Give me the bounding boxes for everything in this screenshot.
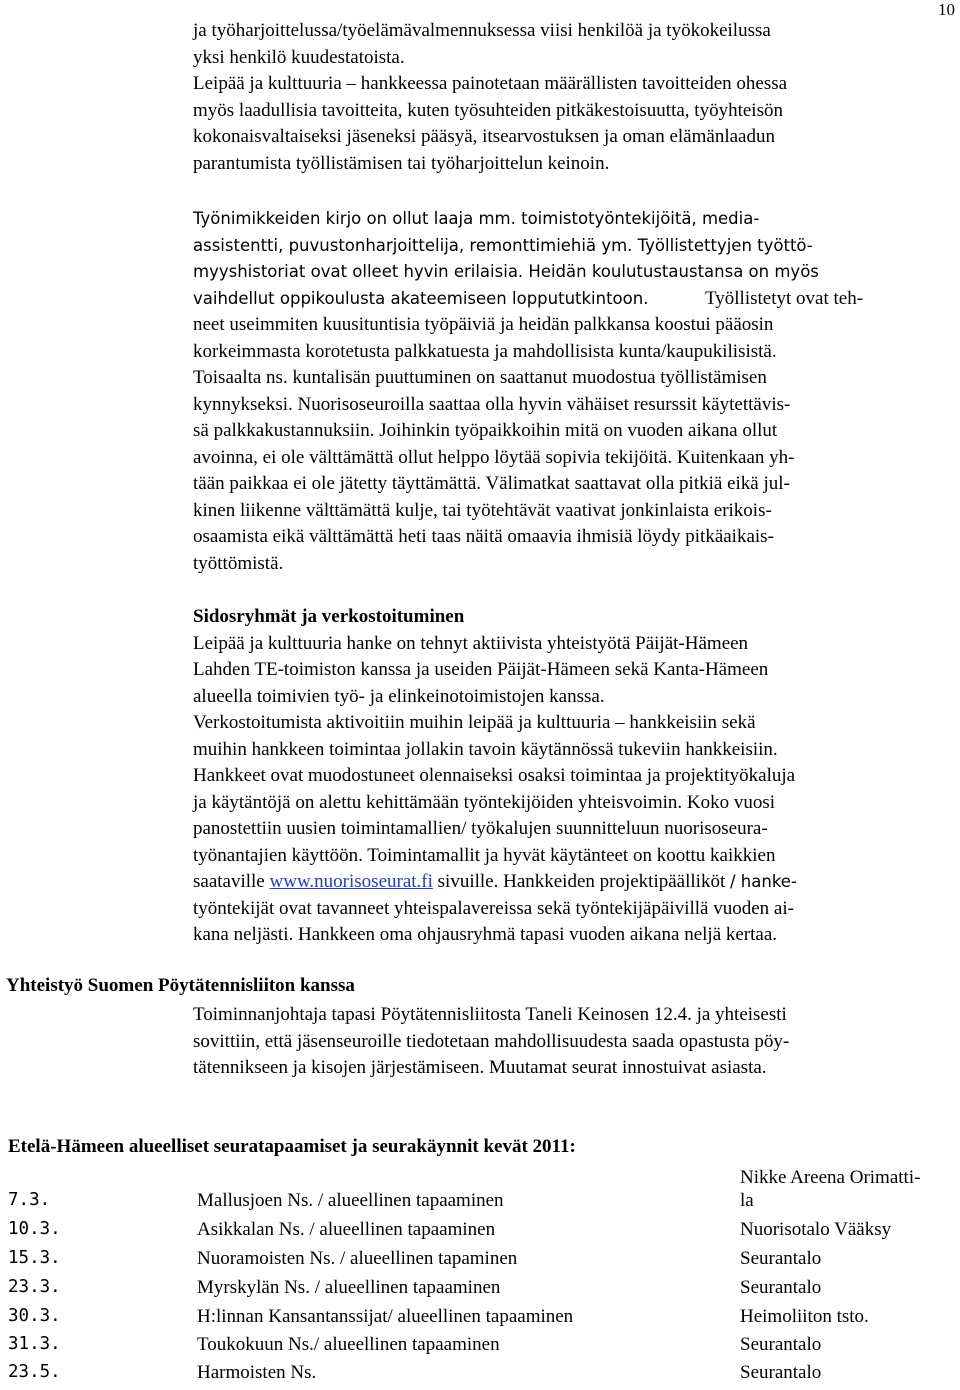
text-line: kokonaisvaltaiseksi jäseneksi pääsyä, itsearvostuksen ja oman elämänlaadun [193,126,775,147]
schedule-date: 30.3. [8,1306,61,1326]
nuorisoseurat-link[interactable]: www.nuorisoseurat.fi [269,871,433,892]
table-row [0,1306,960,1334]
table-tennis-paragraph [193,1002,928,1082]
text-line: avoinna, ei ole välttämättä ollut helppo löytää sopivia tekijöitä. Kuitenkaan yh- [193,446,795,468]
text-line: Leipää ja kulttuuria – hankkeessa painotetaan määrällisten tavoitteiden ohessa [193,73,788,94]
schedule-place: Heimoliiton tsto. [740,1306,869,1327]
schedule-place: Seurantalo [740,1334,822,1355]
schedule-event: Mallusjoen Ns. / alueellinen tapaaminen [197,1190,504,1211]
text-line: kynnykseksi. Nuorisoseuroilla saattaa olla hyvin vähäiset resurssit käytettävis- [193,393,791,415]
table-tennis-heading: Yhteistyö Suomen Pöytätennisliiton kanssa [6,975,355,996]
text-line: assistentti, puvustonharjoittelija, remonttimiehiä ym. Työllistettyjen työttö- [193,235,813,255]
link-suffix-sans: / hanke- [729,872,797,891]
text-line: vaihdellut oppikoulusta akateemiseen loppututkintoon. [193,288,649,308]
schedule-place: Seurantalo [740,1362,822,1383]
schedule-date: 31.3. [8,1334,61,1354]
text-line: tätennikseen ja kisojen järjestämiseen. Muutamat seurat innostuivat asiasta. [193,1057,767,1078]
text-line: Leipää ja kulttuuria hanke on tehnyt aktiivista yhteistyötä Päijät-Hämeen [193,632,749,654]
text-line: tään paikkaa ei ole jätetty täyttämättä. Välimatkat saattavat olla pitkiä eikä jul- [193,473,790,494]
text-line: Toiminnanjohtaja tapasi Pöytätennisliitosta Taneli Keinosen 12.4. ja yhteisesti [193,1004,787,1025]
table-row [0,1334,960,1362]
text-line: sä palkkakustannuksiin. Joihinkin työpaikkoihin mitä on vuoden aikana ollut [193,420,778,441]
schedule-event: Myrskylän Ns. / alueellinen tapaaminen [197,1277,501,1298]
employment-paragraph [193,312,928,577]
section-heading: Sidosryhmät ja verkostoituminen [193,606,465,627]
text-line: myös laadullisia tavoitteita, kuten työsuhteiden pitkäkestoisuutta, työyhteisön [193,99,783,121]
text-line: osaamista eikä välttämättä heti taas näitä omaavia ihmisiä löydy pitkäaikais- [193,526,774,547]
text-line: Lahden TE-toimiston kanssa ja useiden Päijät-Hämeen sekä Kanta-Hämeen [193,659,769,680]
text-line: työttömistä. [193,552,284,574]
schedule-date: 15.3. [8,1248,61,1268]
schedule-event: Asikkalan Ns. / alueellinen tapaaminen [197,1219,496,1240]
page-number: 10 [938,0,955,19]
table-row [0,1219,960,1247]
text-line: yksi henkilö kuudestatoista. [193,46,405,68]
text-line: työnantajien käyttöön. Toimintamallit ja hyvät käytänteet on koottu kaikkien [193,844,776,866]
table-row [0,1248,960,1276]
text-line: panostettiin uusien toimintamallien/ työkalujen suunnitteluun nuorisoseura- [193,818,768,839]
text-line: korkeimmasta korotetusta palkkatuesta ja mahdollisista kunta/kaupukilisistä. [193,340,777,362]
table-row [0,1277,960,1305]
intro-paragraph [193,18,928,177]
text-line: kana neljästi. Hankkeen oma ohjausryhmä tapasi vuoden aikana neljä kertaa. [193,924,778,945]
text-line: Työnimikkeiden kirjo on ollut laaja mm. toimistotyöntekijöitä, media- [193,209,760,228]
schedule-place: la [740,1190,754,1211]
link-suffix: sivuille. Hankkeiden projektipäälliköt [432,871,730,892]
job-titles-tail: Työllistetyt ovat teh- [705,288,864,309]
schedule-date: 23.5. [8,1362,61,1382]
table-row [0,1190,960,1218]
text-line: Verkostoitumista aktivoitiin muihin leipää ja kulttuuria – hankkeisiin sekä [193,712,756,733]
schedule-event: H:linnan Kansantanssijat/ alueellinen tapaaminen [197,1306,574,1327]
text-line: ja työharjoittelussa/työelämävalmennuksessa viisi henkilöä ja työkokeilussa [193,20,771,41]
text-line: Hankkeet ovat muodostuneet olennaiseksi osaksi toimintaa ja projektityökaluja [193,765,796,786]
text-line: ja käytäntöjä on alettu kehittämään työntekijöiden yhteisvoimin. Koko vuosi [193,791,776,813]
text-line: kinen liikenne välttämättä kulje, tai työtehtävät vaativat jonkinlaista erikois- [193,499,772,521]
schedule-table [0,1163,960,1383]
text-line: työntekijät ovat tavanneet yhteispalavereissa sekä työntekijäpäivillä vuoden ai- [193,897,794,919]
schedule-heading: Etelä-Hämeen alueelliset seuratapaamiset ja seurakäynnit kevät 2011: [8,1136,576,1157]
text-line: parantumista työllistämisen tai työharjoittelun keinoin. [193,152,610,174]
text-line: muihin hankkeen toimintaa jollakin tavoin käytännössä tukeviin hankkeisiin. [193,738,778,760]
schedule-event: Nuoramoisten Ns. / alueellinen tapaminen [197,1248,518,1269]
schedule-place: Seurantalo [740,1277,822,1298]
text-line: alueella toimivien työ- ja elinkeinotoimistojen kanssa. [193,685,605,707]
table-row [0,1362,960,1390]
schedule-date: 10.3. [8,1219,61,1239]
schedule-place-line: Nikke Areena Orimatti- [740,1167,921,1188]
schedule-place: Seurantalo [740,1248,822,1269]
text-line: myyshistoriat ovat olleet hyvin erilaisia. Heidän koulutustaustansa on myös [193,262,819,281]
schedule-event: Toukokuun Ns./ alueellinen tapaaminen [197,1334,500,1355]
schedule-event: Harmoisten Ns. [197,1362,317,1383]
text-line: Toisaalta ns. kuntalisän puuttuminen on saattanut muodostua työllistämisen [193,367,767,388]
text-line: sovittiin, että jäsenseuroille tiedotetaan mahdollisuudesta saada opastusta pöy- [193,1030,790,1052]
schedule-place: Nuorisotalo Vääksy [740,1219,892,1240]
link-line [193,869,928,896]
text-line: neet useimmiten kuusituntisia työpäiviä ja heidän palkkansa koostui pääosin [193,314,774,335]
networks-section [193,604,928,949]
schedule-date: 23.3. [8,1277,61,1297]
schedule-date: 7.3. [8,1190,51,1210]
link-prefix: saataville [193,871,270,892]
